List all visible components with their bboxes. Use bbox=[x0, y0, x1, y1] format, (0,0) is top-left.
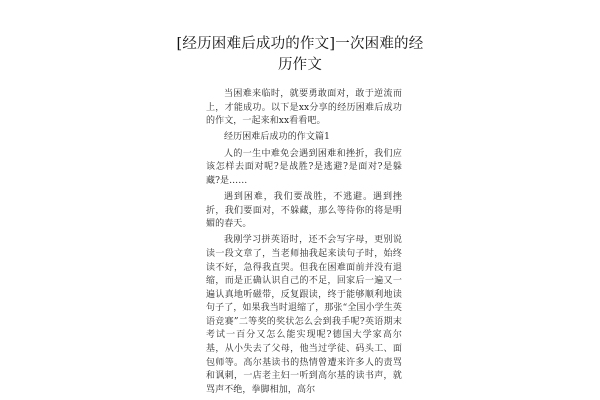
section-heading: 经历困难后成功的作文篇1 bbox=[224, 132, 330, 143]
article-body bbox=[206, 88, 402, 400]
document-title: [经历困难后成功的作文]一次困难的经历作文 bbox=[176, 36, 424, 73]
body-paragraph-2: 遇到困难，我们要战胜，不逃避。遇到挫折，我们要面对，不躲藏，那么等待你的将是明媚的春天。 bbox=[206, 191, 402, 230]
body-paragraph-1: 人的一生中难免会遇到困难和挫折，我们应该怎样去面对呢?是战胜?是逃避?是面对?是躲藏?是…… bbox=[206, 148, 402, 186]
intro-paragraph: 当困难来临时，就要勇敢面对，敢于逆流而上，才能成功。以下是xx分享的经历困难后成功的作文，一起来和xx看看吧。 bbox=[206, 89, 402, 127]
body-paragraph-3: 我刚学习拼英语时，还不会写字母，更别说读一段文章了，当老师抽我起来读句子时，始终读不好，急得我直哭。但我在困难面前并没有退缩，而是正确认识自己的不足，回家后一遍又一遍认真地听磁带，反复跟读，终于能够顺利地读句子了，如果我当时退缩了，那张“全国小学生英语竞赛”二等奖的奖状怎么会到我手呢?英语期末考试一百分又怎么能实现呢?德国大学家高尔基，从小失去了父母，他当过学徒、码头工、面包师等。高尔基读书的热情曾遭来许多人的责骂和讽刺，一店老主妇一听到高尔基的读书声，就骂声不绝，拳脚相加，高尔 bbox=[206, 235, 402, 395]
